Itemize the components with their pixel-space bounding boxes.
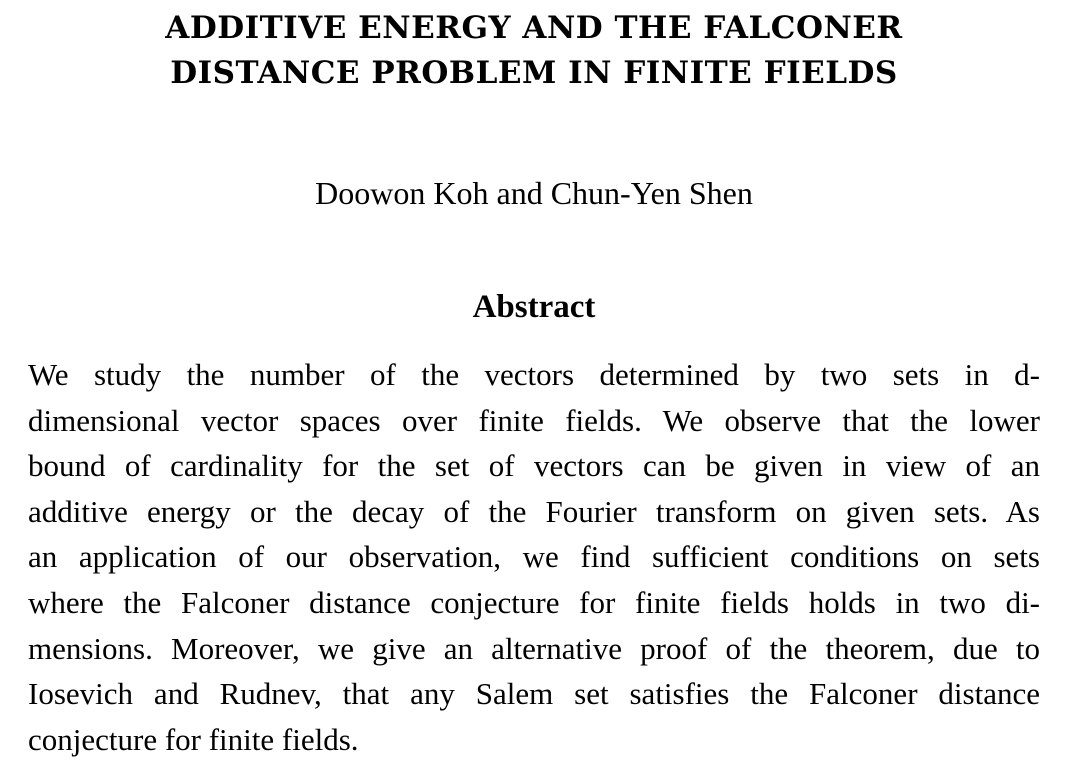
abstract-line: Iosevich and Rudnev, that any Salem set satisfies the Falconer distance: [28, 676, 1040, 712]
paper-authors: Doowon Koh and Chun-Yen Shen: [315, 175, 753, 211]
abstract-line: an application of our observation, we find sufficient conditions on sets: [28, 539, 1040, 575]
abstract-line: conjecture for finite fields.: [28, 721, 359, 757]
abstract-body: [28, 352, 1040, 762]
title-line: DISTANCE PROBLEM IN FINITE FIELDS: [170, 55, 898, 91]
abstract-heading: Abstract: [472, 289, 596, 325]
abstract-line: bound of cardinality for the set of vectors can be given in view of an: [28, 448, 1040, 484]
abstract-line: where the Falconer distance conjecture for finite fields holds in two di-: [28, 584, 1040, 620]
abstract-line: dimensional vector spaces over finite fields. We observe that the lower: [28, 402, 1040, 438]
paper-title: [0, 6, 1068, 96]
abstract-line: We study the number of the vectors determined by two sets in d-: [28, 357, 1040, 392]
abstract-line: mensions. Moreover, we give an alternative proof of the theorem, due to: [28, 630, 1040, 666]
title-line: ADDITIVE ENERGY AND THE FALCONER: [165, 10, 903, 46]
abstract-line: additive energy or the decay of the Fourier transform on given sets. As: [28, 493, 1040, 529]
